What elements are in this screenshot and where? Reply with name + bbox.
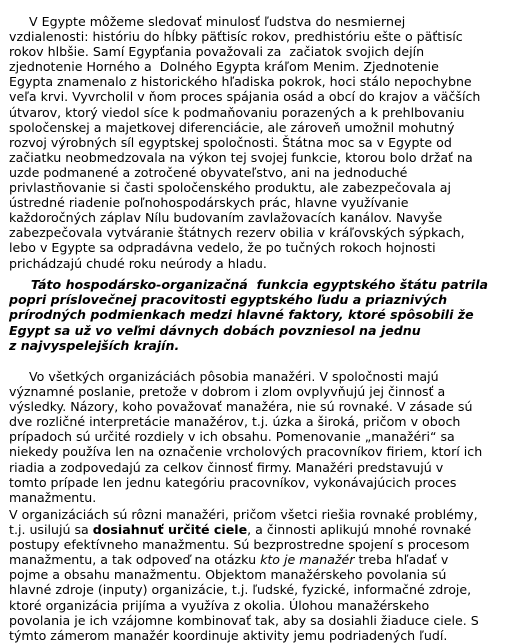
- text-line: uzde podmanené a zotročené obyvateľstvo, ani na jednoduché: [9, 164, 408, 180]
- text-line: rokov hlbšie. Samí Egypťania považovali za začiatok svojich dejín: [9, 44, 425, 60]
- text-line: tomto prípade len jednu kategóriu pracovníkov, vykonávajúcich proces: [9, 474, 457, 490]
- text-line: vzdialenosti: históriu do hĺbky päťtisíc rokov, predhistóriu ešte o päťtisíc: [9, 29, 463, 45]
- text-line: [9, 507, 479, 522]
- text-line: [9, 552, 479, 567]
- text-line: [9, 598, 479, 613]
- text-run: pojme a obsahu manažmentu. Objektom manažérskeho povolania sú: [9, 567, 447, 583]
- text-line: zjednotenie Horného a Dolného Egypta kráľom Menim. Zjednotenie: [9, 59, 439, 75]
- text-line: prichádzajú chudé roku neúrody a hladu.: [9, 255, 267, 271]
- text-line: niekedy používa len na označenie vrcholových pracovníkov firiem, ktorí ich: [9, 444, 483, 460]
- paragraph-egypt-history: [9, 14, 480, 271]
- text-line: veľa krvi. Vyvrcholil v ňom proces spájania osád a obcí do krajov a väčších: [9, 89, 481, 105]
- italic-phrase: kto je manažér: [260, 552, 355, 568]
- text-run: ktoré organizácia prijíma a využíva z okolia. Úlohou manažérskeho: [9, 597, 430, 613]
- text-line: [9, 522, 479, 537]
- text-line: [9, 613, 479, 628]
- text-line: [9, 582, 479, 597]
- text-run: treba hľadať v: [354, 552, 449, 568]
- text-line: Táto hospodársko-organizačná funkcia egyptského štátu patrila: [9, 277, 489, 292]
- text-line: z najvyspelejších krajín.: [9, 337, 180, 353]
- text-run: povolania je ich vzájomne kombinovať tak, aby sa dosiahli žiaduce ciele. S: [9, 612, 479, 628]
- text-line: zabezpečovala vytváranie štátnych rezerv obilia v kráľovských sýpkach,: [9, 225, 465, 241]
- text-line: Egypt sa už vo veľmi dávnych dobách povzniesol na jednu: [9, 322, 421, 338]
- text-line: [9, 567, 479, 582]
- text-run: t.j. usilujú sa: [9, 522, 93, 538]
- text-run: , a činnosti aplikujú mnohé rovnaké: [247, 522, 472, 538]
- text-line: privlastňovanie si časti spoločenského produktu, ale zabezpečovala aj: [9, 180, 452, 196]
- text-line: útvarov, ktorý viedol síce k podmaňovaniu porazených a k prehlbovaniu: [9, 104, 465, 120]
- text-line: významné poslanie, pretože v dobrom i zlom ovplyvňujú jej činnosť a: [9, 384, 446, 400]
- text-line: lebo v Egypte sa odpradávna vedelo, že po tučných rokoch hojnosti: [9, 240, 436, 256]
- text-line: prírodných podmienkach medzi hlavné faktory, ktoré spôsobili že: [9, 307, 474, 323]
- text-line: Egypta znamenalo z historického hľadiska pokrok, hoci stálo nepochybne: [9, 74, 472, 90]
- text-line: popri príslovečnej pracovitosti egyptského ľudu a priaznivých: [9, 292, 448, 308]
- bold-phrase: dosiahnuť určité ciele: [92, 522, 248, 538]
- text-line: prípadoch sú určité rozdiely v ich obsahu. Pomenovanie „manažéri“ sa: [9, 429, 455, 445]
- paragraph-managers-intro: [9, 369, 482, 505]
- text-run: postupy efektívneho manažmentu. Sú bezprostredne spojení s procesom: [9, 537, 470, 553]
- text-run: týmto zámerom manažér koordinuje aktivity jemu podriadených ľudí.: [9, 627, 448, 643]
- text-run: hlavné zdroje (inputy) organizácie, t.j. ľudské, fyzické, informačné zdroje,: [9, 582, 472, 598]
- text-line: výsledky. Názory, koho považovať manažéra, nie sú rovnaké. V zásade sú: [9, 399, 473, 415]
- text-line: spoločenskej a majetkovej diferenciácie, ale zároveň umožnil mohutný: [9, 119, 455, 135]
- paragraph-managers-roles: [9, 507, 479, 643]
- text-line: každoročných záplav Nílu budovaním zavlažovacích kanálov. Navyše: [9, 210, 443, 226]
- text-line: začiatku neobmedzovala na výkon tej svojej funkcie, ktorou bolo držať na: [9, 149, 473, 165]
- text-line: [9, 537, 479, 552]
- text-line: V Egypte môžeme sledovať minulosť ľudstva do nesmiernej: [9, 14, 406, 29]
- paragraph-emphasis-bold-italic: [9, 277, 488, 353]
- text-line: Vo všetkých organizáciách pôsobia manažéri. V spoločnosti majú: [9, 369, 439, 384]
- text-line: ústredné riadenie poľnohospodárskych prác, hlavne využívanie: [9, 195, 409, 211]
- text-line: [9, 628, 479, 643]
- text-run: manažmentu, a tak odpoveď na otázku: [9, 552, 261, 568]
- text-line: manažmentu.: [9, 489, 97, 505]
- text-line: riadia a zodpovedajú za celkov činnosť firmy. Manažéri predstavujú v: [9, 459, 444, 475]
- text-line: rozvoj výrobných síl egyptskej spoločnosti. Štátna moc sa v Egypte od: [9, 134, 452, 150]
- text-run: V organizáciách sú rôzni manažéri, pričom všetci riešia rovnaké problémy,: [9, 507, 478, 522]
- text-line: dve rozličné interpretácie manažérov, t.j. úzka a široká, pričom v oboch: [9, 414, 461, 430]
